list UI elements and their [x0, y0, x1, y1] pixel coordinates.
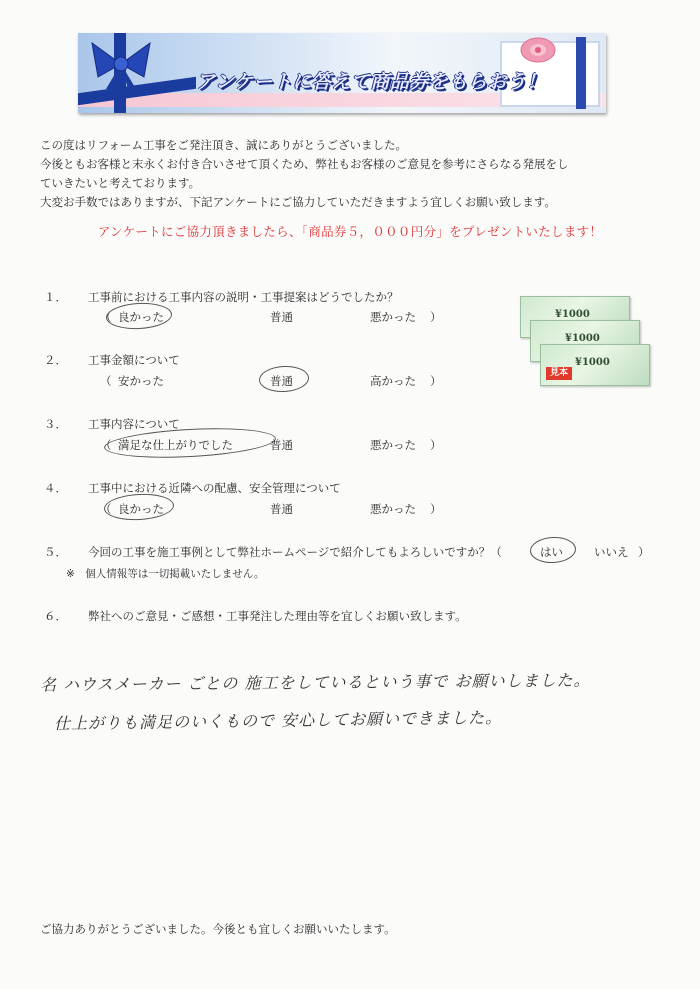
option-good[interactable]: 良かった: [118, 502, 164, 516]
intro-line: この度はリフォーム工事をご発注頂き、誠にありがとうございました。: [40, 138, 407, 152]
prize-announcement: アンケートにご協力頂きましたら、「商品券５，０００円分」をプレゼントいたします！: [97, 224, 603, 239]
banner-title: アンケートに答えて商品券をもらおう！: [196, 71, 546, 93]
option-normal[interactable]: 普通: [270, 310, 293, 324]
question-number: ２．: [44, 353, 67, 367]
question-text: 工事中における近隣への配慮、安全管理について: [88, 481, 341, 495]
voucher-amount: ¥1000: [565, 333, 600, 344]
handwritten-answer-line: 名 ハウスメーカー ごとの 施工をしているという事で お願いしました。: [39, 670, 591, 695]
question-text: 弊社へのご意見・ご感想・工事発注した理由等を宜しくお願い致します。: [88, 609, 467, 623]
question-number: ６．: [44, 609, 67, 623]
option-normal[interactable]: 普通: [270, 502, 293, 516]
sample-stamp: 見本: [546, 367, 572, 380]
paren-close: ）: [430, 374, 442, 388]
intro-line: ていきたいと考えております。: [40, 176, 201, 190]
paren-close: ）: [430, 310, 442, 324]
paren-open: （: [100, 310, 112, 324]
question-number: １．: [44, 290, 67, 304]
handwritten-answer-line: 仕上がりも満足のいくもので 安心してお願いできました。: [53, 707, 503, 734]
question-number: ３．: [44, 417, 67, 431]
paren-close: ）: [430, 438, 442, 452]
paren-close: ）: [638, 545, 650, 559]
intro-line: 大変お手数ではありますが、下記アンケートにご協力していただきますよう宜しくお願い致します。: [40, 195, 556, 209]
question-number: ４．: [44, 481, 67, 495]
intro-text: [40, 136, 660, 212]
option-no[interactable]: いいえ: [594, 545, 629, 559]
header-banner: [78, 33, 606, 113]
gift-box-ribbon: [576, 37, 586, 109]
option-normal[interactable]: 普通: [270, 374, 293, 388]
gift-bow-icon: [518, 35, 558, 65]
question-text: 工事内容について: [88, 417, 180, 431]
option-normal[interactable]: 普通: [270, 438, 293, 452]
ribbon-bow-icon: [88, 37, 154, 91]
paren-open: （: [100, 438, 112, 452]
question-text: 工事前における工事内容の説明・工事提案はどうでしたか？: [88, 290, 399, 304]
closing-message: ご協力ありがとうございました。今後とも宜しくお願いいたします。: [40, 922, 396, 936]
option-expensive[interactable]: 高かった: [370, 374, 416, 388]
option-good[interactable]: 良かった: [118, 310, 164, 324]
question-text: 工事金額について: [88, 353, 180, 367]
option-cheap[interactable]: 安かった: [118, 374, 164, 388]
option-bad[interactable]: 悪かった: [370, 438, 416, 452]
option-bad[interactable]: 悪かった: [370, 310, 416, 324]
paren-open: （: [100, 502, 112, 516]
question-text: 今回の工事を施工事例として弊社ホームページで紹介してもよろしいですか？（: [88, 545, 502, 559]
voucher-amount: ¥1000: [575, 357, 610, 368]
option-satisfied[interactable]: 満足な仕上がりでした: [118, 438, 233, 452]
option-yes[interactable]: はい: [540, 545, 563, 559]
option-bad[interactable]: 悪かった: [370, 502, 416, 516]
question-number: ５．: [44, 545, 67, 559]
intro-line: 今後ともお客様と末永くお付き合いさせて頂くため、弊社もお客様のご意見を参考にさらなる発展をし: [40, 157, 569, 171]
paren-open: （: [100, 374, 112, 388]
paren-close: ）: [430, 502, 442, 516]
privacy-note: ※ 個人情報等は一切掲載いたしません。: [66, 568, 265, 580]
voucher-amount: ¥1000: [555, 309, 590, 320]
